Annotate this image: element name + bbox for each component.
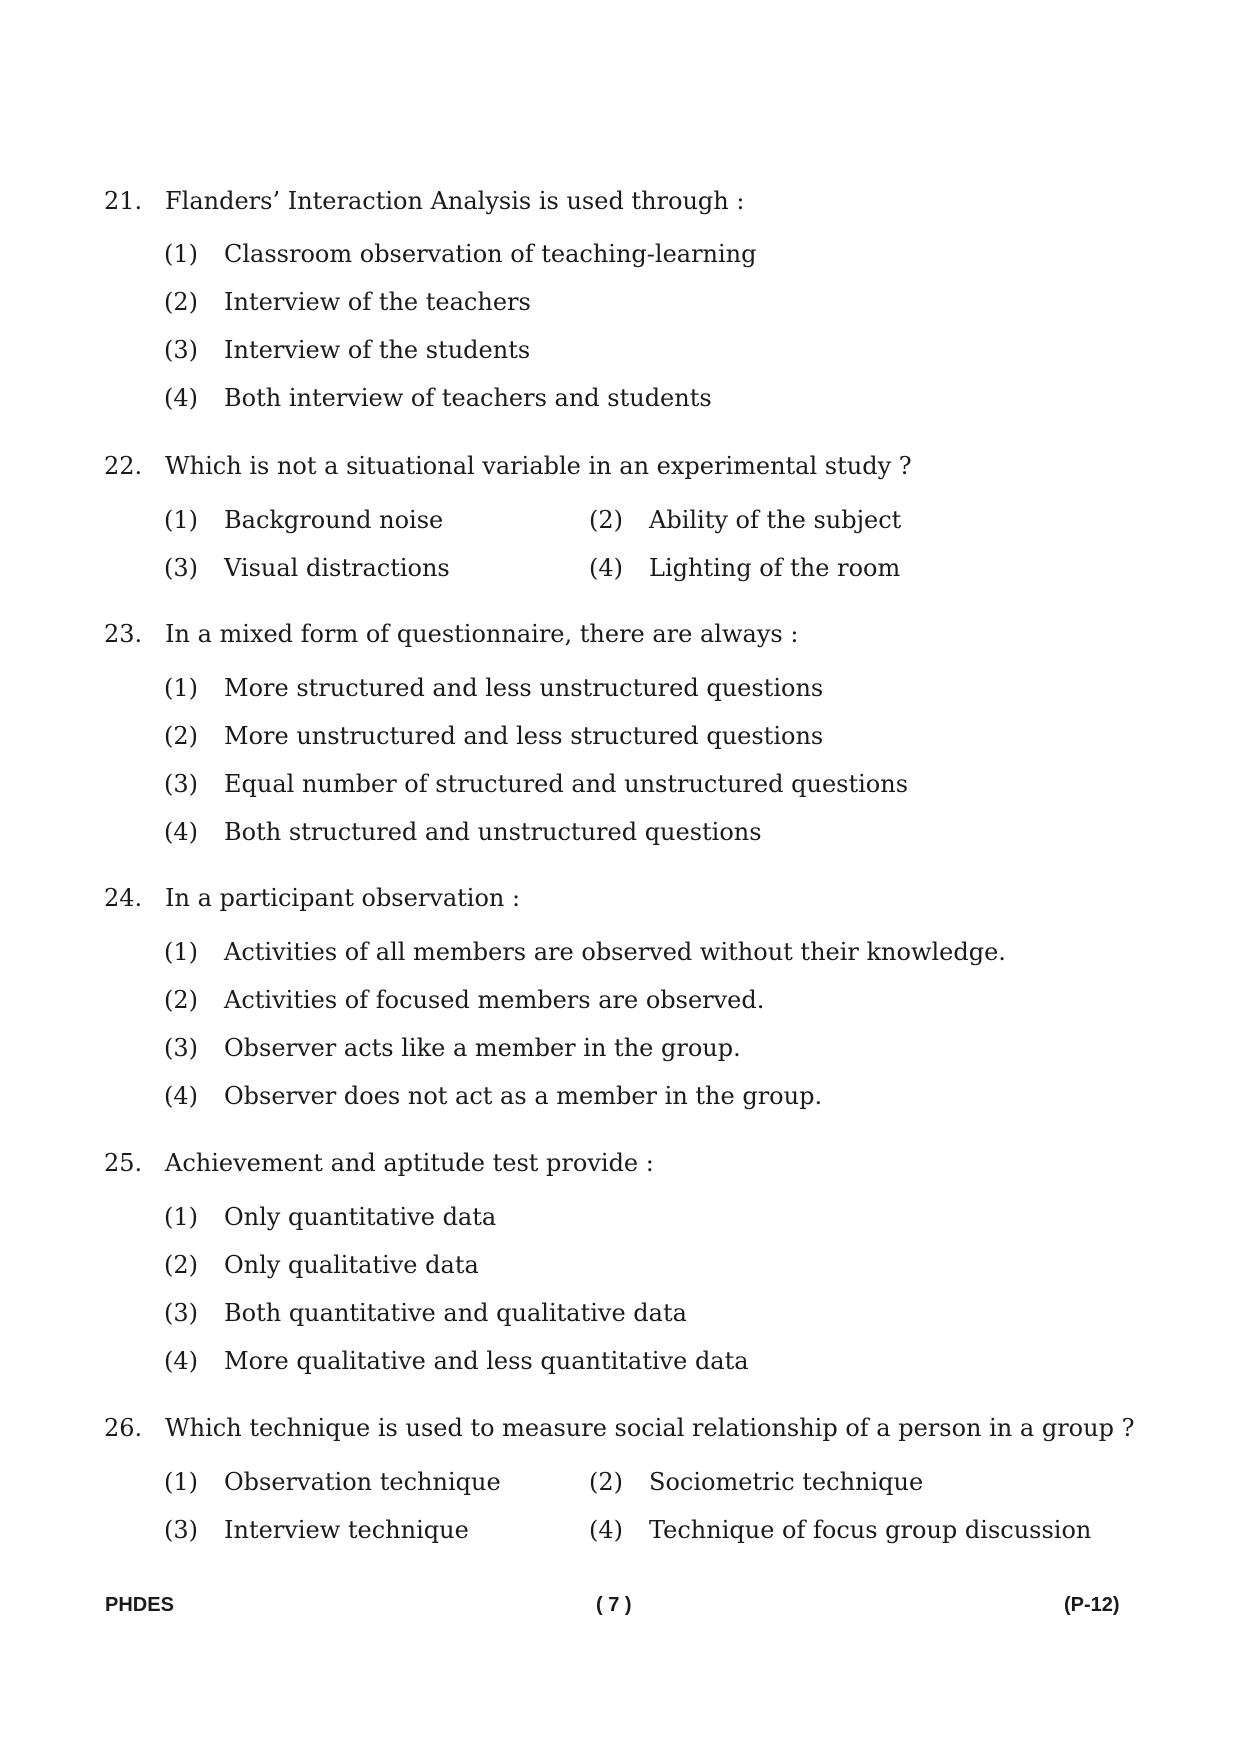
- question-25: [104, 1148, 1141, 1178]
- question-21: [104, 186, 1141, 216]
- option-number: (3): [164, 770, 198, 798]
- question-text: In a mixed form of questionnaire, there are always :: [165, 620, 799, 648]
- option-text: Interview of the students: [224, 336, 531, 364]
- question-stem: [104, 1413, 1141, 1443]
- question-stem: [104, 186, 1141, 216]
- option-text: Both quantitative and qualitative data: [224, 1299, 687, 1327]
- option-text: More qualitative and less quantitative data: [224, 1347, 749, 1375]
- option-number: (2): [164, 722, 198, 750]
- option-number: (4): [164, 1082, 198, 1110]
- question-number: 21.: [104, 187, 143, 215]
- option-text: Observation technique: [224, 1468, 501, 1496]
- option-number: (4): [164, 384, 198, 412]
- option-number: (2): [589, 1468, 623, 1496]
- option-number: (1): [164, 938, 198, 966]
- option-number: (3): [164, 1299, 198, 1327]
- question-text: In a participant observation :: [165, 884, 521, 912]
- question-text: Achievement and aptitude test provide :: [165, 1149, 654, 1177]
- footer-page-number: ( 7 ): [596, 1594, 632, 1616]
- question-23: [104, 619, 1141, 649]
- option-text: Background noise: [224, 506, 444, 534]
- option-text: Only qualitative data: [224, 1251, 479, 1279]
- option-text: Interview technique: [224, 1516, 469, 1544]
- question-stem: [104, 619, 1141, 649]
- option-number: (1): [164, 1468, 198, 1496]
- option-number: (3): [164, 336, 198, 364]
- option-text: Observer does not act as a member in the group.: [224, 1082, 823, 1110]
- footer-paper-code: PHDES: [105, 1594, 174, 1616]
- option-text: More structured and less unstructured questions: [224, 674, 824, 702]
- option-number: (3): [164, 554, 198, 582]
- option-text: More unstructured and less structured questions: [224, 722, 824, 750]
- option-number: (1): [164, 1203, 198, 1231]
- question-stem: [104, 883, 1141, 913]
- footer-set-code: (P-12): [1064, 1594, 1120, 1616]
- option-text: Observer acts like a member in the group.: [224, 1034, 741, 1062]
- option-number: (3): [164, 1034, 198, 1062]
- option-number: (2): [164, 1251, 198, 1279]
- option-number: (3): [164, 1516, 198, 1544]
- option-number: (1): [164, 674, 198, 702]
- option-text: Only quantitative data: [224, 1203, 497, 1231]
- option-number: (4): [589, 1516, 623, 1544]
- question-26: [104, 1413, 1141, 1443]
- option-number: (1): [164, 240, 198, 268]
- option-number: (2): [589, 506, 623, 534]
- option-text: Both structured and unstructured questions: [224, 818, 762, 846]
- option-text: Equal number of structured and unstructured questions: [224, 770, 909, 798]
- question-number: 23.: [104, 620, 143, 648]
- question-number: 22.: [104, 452, 143, 480]
- option-text: Visual distractions: [224, 554, 450, 582]
- question-number: 24.: [104, 884, 143, 912]
- option-text: Technique of focus group discussion: [649, 1516, 1092, 1544]
- option-text: Activities of focused members are observed.: [224, 986, 765, 1014]
- option-text: Classroom observation of teaching-learning: [224, 240, 757, 268]
- option-text: Sociometric technique: [649, 1468, 924, 1496]
- question-text: Which is not a situational variable in an experimental study ?: [165, 452, 912, 480]
- question-text: Flanders’ Interaction Analysis is used through :: [165, 187, 745, 215]
- option-number: (4): [589, 554, 623, 582]
- option-text: Both interview of teachers and students: [224, 384, 712, 412]
- option-number: (2): [164, 288, 198, 316]
- option-number: (4): [164, 1347, 198, 1375]
- question-24: [104, 883, 1141, 913]
- question-22: [104, 451, 1141, 481]
- option-text: Interview of the teachers: [224, 288, 531, 316]
- option-number: (1): [164, 506, 198, 534]
- option-number: (4): [164, 818, 198, 846]
- option-text: Lighting of the room: [649, 554, 901, 582]
- question-text: Which technique is used to measure social relationship of a person in a group ?: [165, 1414, 1135, 1442]
- question-number: 26.: [104, 1414, 143, 1442]
- question-stem: [104, 1148, 1141, 1178]
- question-number: 25.: [104, 1149, 143, 1177]
- option-text: Ability of the subject: [649, 506, 902, 534]
- option-text: Activities of all members are observed without their knowledge.: [224, 938, 1006, 966]
- option-number: (2): [164, 986, 198, 1014]
- question-stem: [104, 451, 1141, 481]
